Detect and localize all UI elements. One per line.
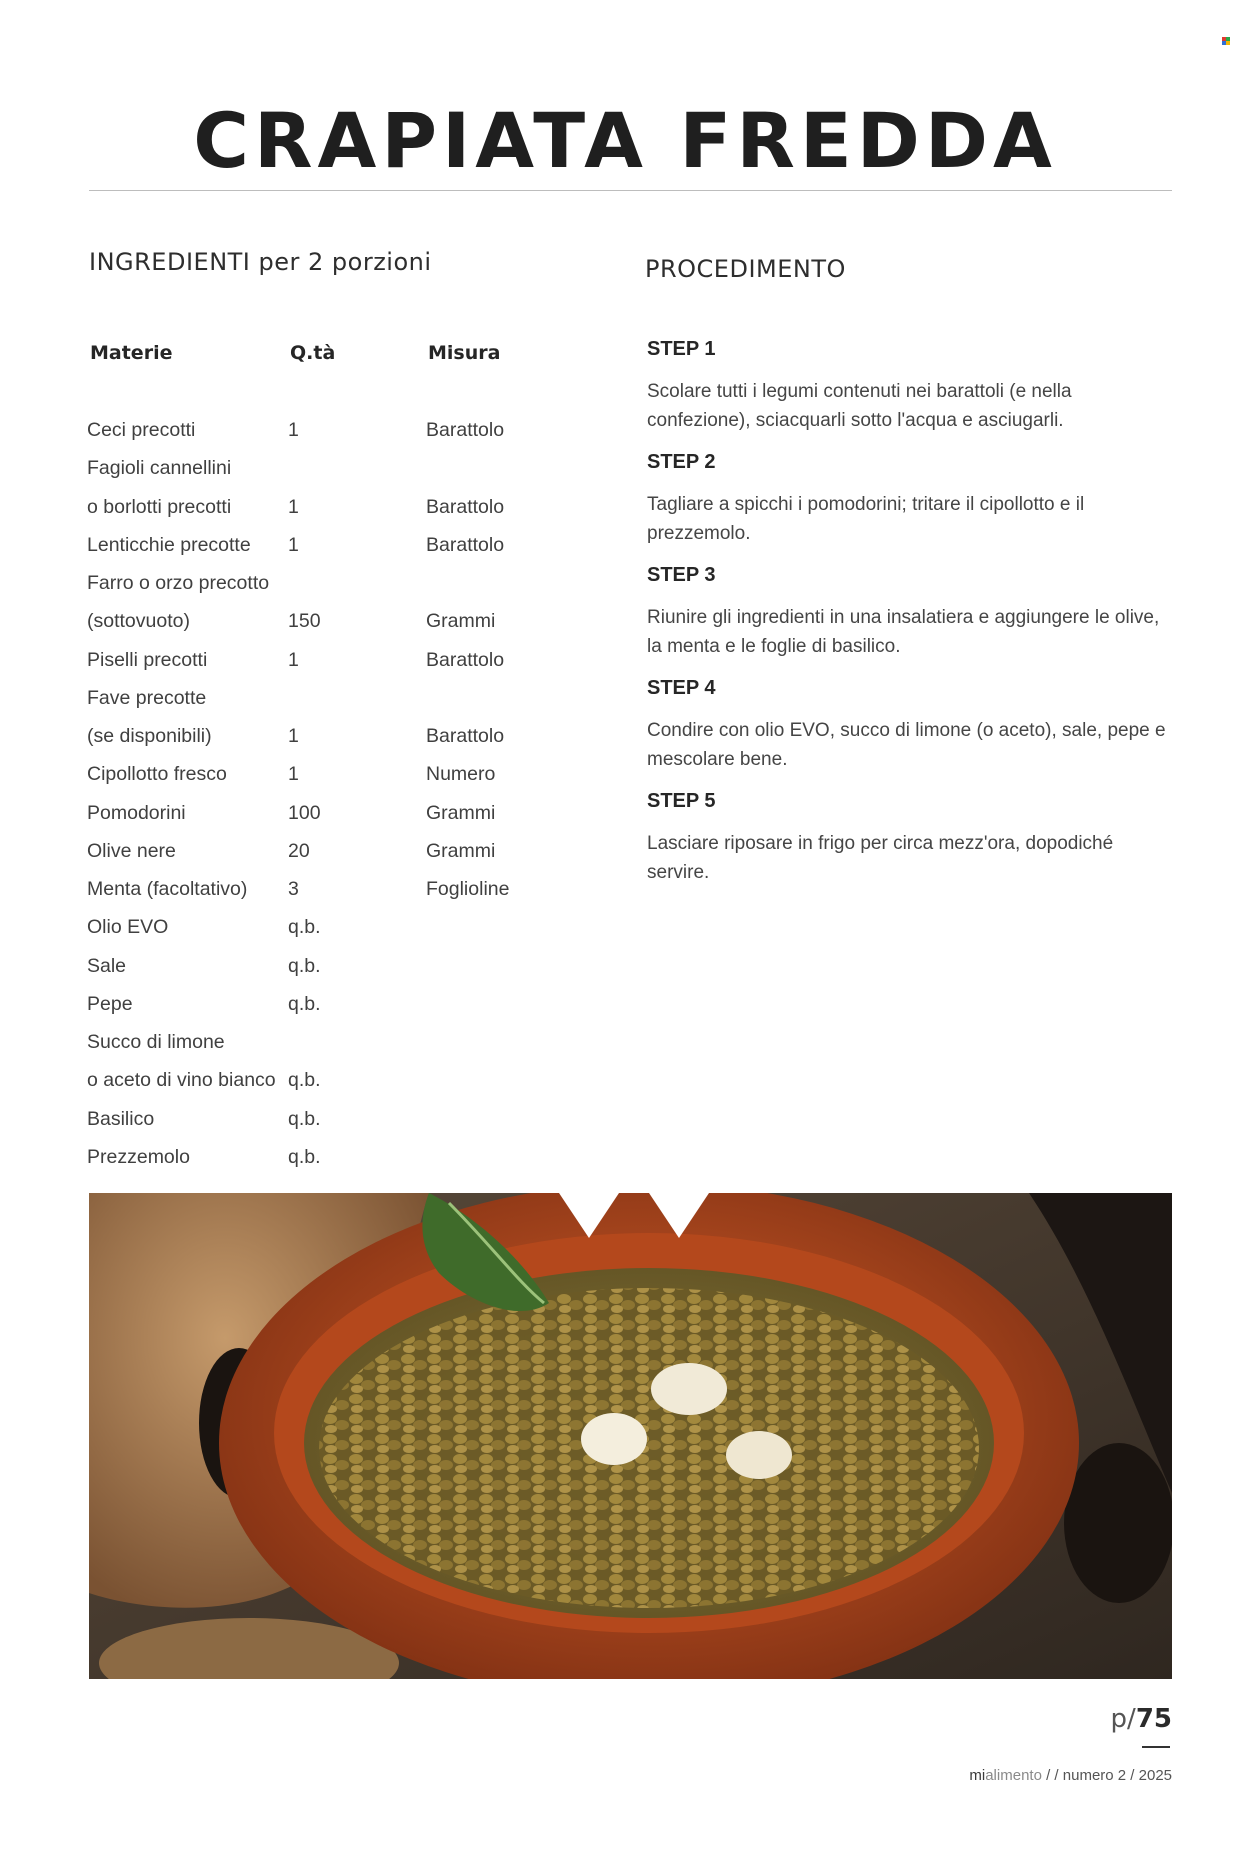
ingredient-row <box>87 763 587 801</box>
ingredient-name: Piselli precotti <box>87 648 208 671</box>
ingredient-qty: 1 <box>288 419 299 441</box>
ingredient-row <box>87 572 587 610</box>
ingredient-name: Cipollotto fresco <box>87 763 227 786</box>
page-number-underline <box>1142 1746 1170 1748</box>
ingredient-qty: 1 <box>288 495 299 518</box>
ingredient-name: Pepe <box>87 992 133 1015</box>
ingredient-unit: Barattolo <box>426 725 505 747</box>
ingredient-unit: Grammi <box>426 839 496 862</box>
ingredient-qty: q.b. <box>288 1069 321 1092</box>
step-3-title: STEP 3 <box>647 564 716 586</box>
ingredient-row <box>87 687 587 725</box>
title-divider <box>89 190 1172 191</box>
ingredient-row <box>87 993 587 1031</box>
step-1-title: STEP 1 <box>647 338 716 360</box>
ingredient-row <box>87 534 587 572</box>
ingredient-name: Ceci precotti <box>87 419 196 441</box>
ingredient-unit: Barattolo <box>426 533 505 556</box>
ingredient-unit: Grammi <box>426 801 496 824</box>
ingredient-name: Olive nere <box>87 839 176 862</box>
ingredient-qty: q.b. <box>288 916 321 939</box>
brand-part-b: alimento <box>985 1767 1042 1784</box>
ingredient-qty: q.b. <box>288 1107 321 1130</box>
step-1-text: Scolare tutti i legumi contenuti nei barattoli (e nella confezione), sciacquarli sotto l'acqua e asciugarli. <box>647 381 1072 431</box>
ingredient-qty: 1 <box>288 533 299 556</box>
ingredient-qty: q.b. <box>288 992 321 1015</box>
ingredient-row <box>87 457 587 495</box>
ingredient-row <box>87 1031 587 1069</box>
ingredient-row <box>87 1069 587 1107</box>
lentil-bowl-photo <box>89 1193 1172 1679</box>
ingredient-unit: Barattolo <box>426 495 505 518</box>
ingredient-row <box>87 1108 587 1146</box>
ingredient-row <box>87 916 587 954</box>
ingredient-qty: 1 <box>288 648 299 671</box>
ingredient-name: Basilico <box>87 1107 155 1130</box>
ingredient-row <box>87 610 587 648</box>
issue-info: / / numero 2 / 2025 <box>1041 1767 1172 1784</box>
ingredient-qty: q.b. <box>288 954 321 977</box>
ingredient-unit: Grammi <box>426 610 496 633</box>
ingredient-name: Fagioli cannellini <box>87 457 232 480</box>
ingredient-row <box>87 649 587 687</box>
ingredient-row <box>87 1146 587 1184</box>
ingredient-row <box>87 955 587 993</box>
ingredients-heading: INGREDIENTI per 2 porzioni <box>89 248 432 276</box>
ingredient-name: Pomodorini <box>87 801 186 824</box>
step-5-title: STEP 5 <box>647 790 716 812</box>
magazine-footer <box>969 1767 1172 1784</box>
brand-part-a: mi <box>969 1767 986 1784</box>
ingredient-name: Succo di limone <box>87 1031 225 1053</box>
ingredient-unit: Barattolo <box>426 419 505 441</box>
ingredient-row <box>87 725 587 763</box>
page-prefix: p/ <box>1110 1704 1136 1734</box>
column-header-materie: Materie <box>90 342 173 364</box>
ingredient-name: (se disponibili) <box>87 725 212 747</box>
ingredient-qty: q.b. <box>288 1145 321 1168</box>
step-4-text: Condire con olio EVO, succo di limone (o aceto), sale, pepe e mescolare bene. <box>647 720 1166 770</box>
ingredient-qty: 3 <box>288 878 299 900</box>
step-5-text: Lasciare riposare in frigo per circa mezz'ora, dopodiché servire. <box>647 833 1114 883</box>
ingredient-unit: Barattolo <box>426 648 505 671</box>
ingredient-qty: 1 <box>288 725 299 747</box>
recipe-title: CRAPIATA FREDDA <box>193 96 1057 185</box>
ingredient-row <box>87 802 587 840</box>
procedure-heading: PROCEDIMENTO <box>645 255 846 283</box>
ingredient-name: Prezzemolo <box>87 1145 190 1168</box>
ingredient-row <box>87 878 587 916</box>
ingredient-name: Farro o orzo precotto <box>87 572 270 594</box>
column-header-qty: Q.tà <box>290 342 336 364</box>
ingredient-row <box>87 496 587 534</box>
ingredient-unit: Foglioline <box>426 878 510 900</box>
ingredient-qty: 1 <box>288 763 299 786</box>
ingredient-unit: Numero <box>426 763 496 786</box>
ingredient-name: Fave precotte <box>87 686 207 709</box>
ingredient-row <box>87 419 587 457</box>
step-2-text: Tagliare a spicchi i pomodorini; tritare il cipollotto e il prezzemolo. <box>647 494 1085 544</box>
page-number-value: 75 <box>1135 1704 1172 1734</box>
page-number <box>1111 1704 1172 1734</box>
ingredient-name: Sale <box>87 954 127 977</box>
color-mark-icon <box>1222 37 1230 45</box>
ingredient-name: o borlotti precotti <box>87 495 232 518</box>
step-3-text: Riunire gli ingredienti in una insalatiera e aggiungere le olive, la menta e le foglie di basilico. <box>647 607 1160 657</box>
ingredient-qty: 150 <box>288 610 321 633</box>
ingredient-name: (sottovuoto) <box>87 610 190 633</box>
ingredient-name: Olio EVO <box>87 916 169 939</box>
step-4-title: STEP 4 <box>647 677 716 699</box>
ingredient-name: Lenticchie precotte <box>87 533 251 556</box>
ingredient-name: Menta (facoltativo) <box>87 878 248 900</box>
ingredient-name: o aceto di vino bianco <box>87 1069 276 1092</box>
lentil-bowl-image <box>89 1193 1172 1679</box>
ingredient-qty: 20 <box>288 839 310 862</box>
ingredient-row <box>87 840 587 878</box>
step-2-title: STEP 2 <box>647 451 716 473</box>
ingredient-qty: 100 <box>288 801 321 824</box>
column-header-misura: Misura <box>428 342 501 364</box>
